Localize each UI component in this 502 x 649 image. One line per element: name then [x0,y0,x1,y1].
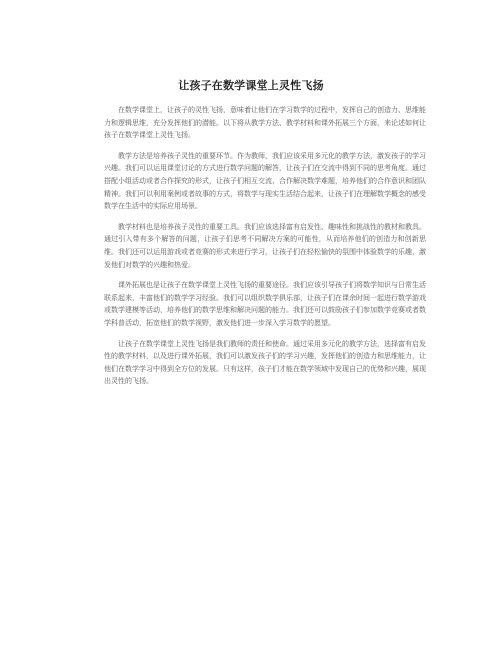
document-body [104,104,426,396]
paragraph-conclusion: 让孩子在数学课堂上灵性飞扬是我们教师的责任和使命。通过采用多元化的教学方法，选择富有启发性的教学材料，以及进行课外拓展，我们可以激发孩子们的学习兴趣，发挥他们的创造力和思维能力，让他们在数学学习中得到全方位的发展。只有这样，孩子们才能在数学领域中发现自己的优势和兴趣，展现出灵性的飞扬。 [104,339,426,386]
paragraph-teaching-materials: 教学材料也是培养孩子灵性的重要工具。我们应该选择富有启发性、趣味性和挑战性的教材和教具。通过引入带有多个解答的问题，让孩子们思考不同解决方案的可能性，从而培养他们的创造力和创新思维。我们还可以运用游戏或者竞赛的形式来进行学习，让孩子们在轻松愉快的氛围中体验数学的乐趣，激发他们对数学的兴趣和热爱。 [104,222,426,269]
paragraph-intro: 在数学课堂上，让孩子的灵性飞扬，意味着让他们在学习数学的过程中，发挥自己的创造力、思维能力和逻辑思维，充分发挥他们的潜能。以下将从教学方法、教学材料和课外拓展三个方面，来论述如何让孩子在数学课堂上灵性飞扬。 [104,106,426,140]
paragraph-extracurricular: 课外拓展也是让孩子在数学课堂上灵性飞扬的重要途径。我们应该引导孩子们将数学知识与日常生活联系起来，丰富他们的数学学习经验。我们可以组织数学俱乐部，让孩子们在课余时间一起进行数学游戏或数学建模等活动，培养他们的数学思维和解决问题的能力。我们还可以鼓励孩子们参加数学竞赛或者数学科普活动，拓宽他们的数学视野，激发他们进一步深入学习数学的愿望。 [104,281,426,327]
document-title: 让孩子在数学课堂上灵性飞扬 [178,79,324,92]
paragraph-teaching-methods: 教学方法是培养孩子灵性的重要环节。作为教师，我们应该采用多元化的教学方法，激发孩子的学习兴趣。我们可以运用课堂讨论的方式进行数学问题的解答，让孩子们在交流中得到不同的思考角度。通过搭配小组活动或者合作探究的形式，让孩子们相互交流、合作解决数学难题，培养他们的合作意识和团队精神。我们可以利用案例或者故事的方式，将数学与现实生活结合起来，让孩子们在理解数学概念的感受数学在生活中的实际应用场景。 [104,151,426,211]
